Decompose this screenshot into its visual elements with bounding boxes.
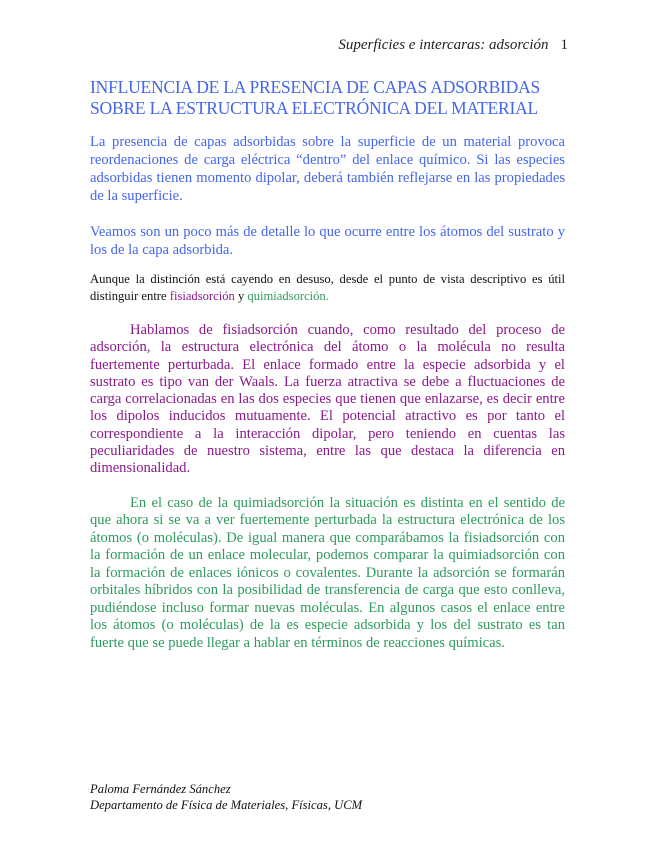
running-header: Superficies e intercaras: adsorción [338, 37, 549, 53]
distinction-and: y [234, 289, 248, 303]
fisiadsorcion-paragraph: Hablamos de fisiadsorción cuando, como resultado del proceso de adsorción, la estructura electrónica del átomo o la molécula no resulta fuertemente perturbada. El enlace formado entre la especie adsorbida y el sustrato es tipo van der Waals. La fuerza atractiva se debe a fluctuaciones de carga correlacionadas en las dos especies que tienen que enlazarse, es decir entre los dipolos inducidos mutuamente. El potencial atractivo es por tanto el correspondiente a la interacción dipolar, pero teniendo en cuentas las peculiaridades de nuestro sistema, entre las que destaca la diferencia en dimensionalidad. [90, 322, 565, 477]
intro-paragraph-1: La presencia de capas adsorbidas sobre la superficie de un material provoca reordenaciones de carga eléctrica “dentro” del enlace químico. Si las especies adsorbidas tienen momento dipolar, deberá también reflejarse en las propiedades de la superficie. [90, 134, 565, 204]
title-line-2: SOBRE LA ESTRUCTURA ELECTRÓNICA DEL MATERIAL [90, 98, 538, 118]
quimiadsorcion-paragraph: En el caso de la quimiadsorción la situación es distinta en el sentido de que ahora si se va a ver fuertemente perturbada la estructura electrónica de los átomos (o moléculas). De igual manera que comparábamos la fisiadsorción con la formación de un enlace molecular, podemos comparar la quimiadsorción con la formación de enlaces iónicos o covalentes. Durante la adsorción se formarán orbitales híbridos con la posibilidad de transferencia de carga que esto conlleva, pudiéndose incluso formar nuevas moléculas. En algunos casos el enlace entre los átomos (o moléculas) de la es especie adsorbida y los del sustrato es tan fuerte que se puede llegar a hablar en términos de reacciones químicas. [90, 494, 565, 651]
distinction-text: Aunque la distinción está cayendo en desuso, desde el punto de vista descriptivo es útil distinguir entre [90, 272, 565, 303]
quimiadsorcion-term: quimiadsorción. [247, 289, 329, 303]
title-line-1: INFLUENCIA DE LA PRESENCIA DE CAPAS ADSORBIDAS [90, 77, 541, 97]
page-content [90, 77, 565, 652]
page-number: 1 [560, 37, 568, 53]
page-header [90, 37, 568, 54]
fisiadsorcion-term: fisiadsorción [169, 289, 235, 303]
intro-paragraph-2: Veamos son un poco más de detalle lo que ocurre entre los átomos del sustrato y los de la capa adsorbida. [90, 224, 565, 258]
page-footer [90, 781, 362, 813]
distinction-paragraph [90, 271, 565, 305]
footer-author: Paloma Fernández Sánchez [90, 782, 231, 796]
footer-department: Departamento de Física de Materiales, Físicas, UCM [90, 798, 363, 812]
section-title [90, 77, 565, 119]
